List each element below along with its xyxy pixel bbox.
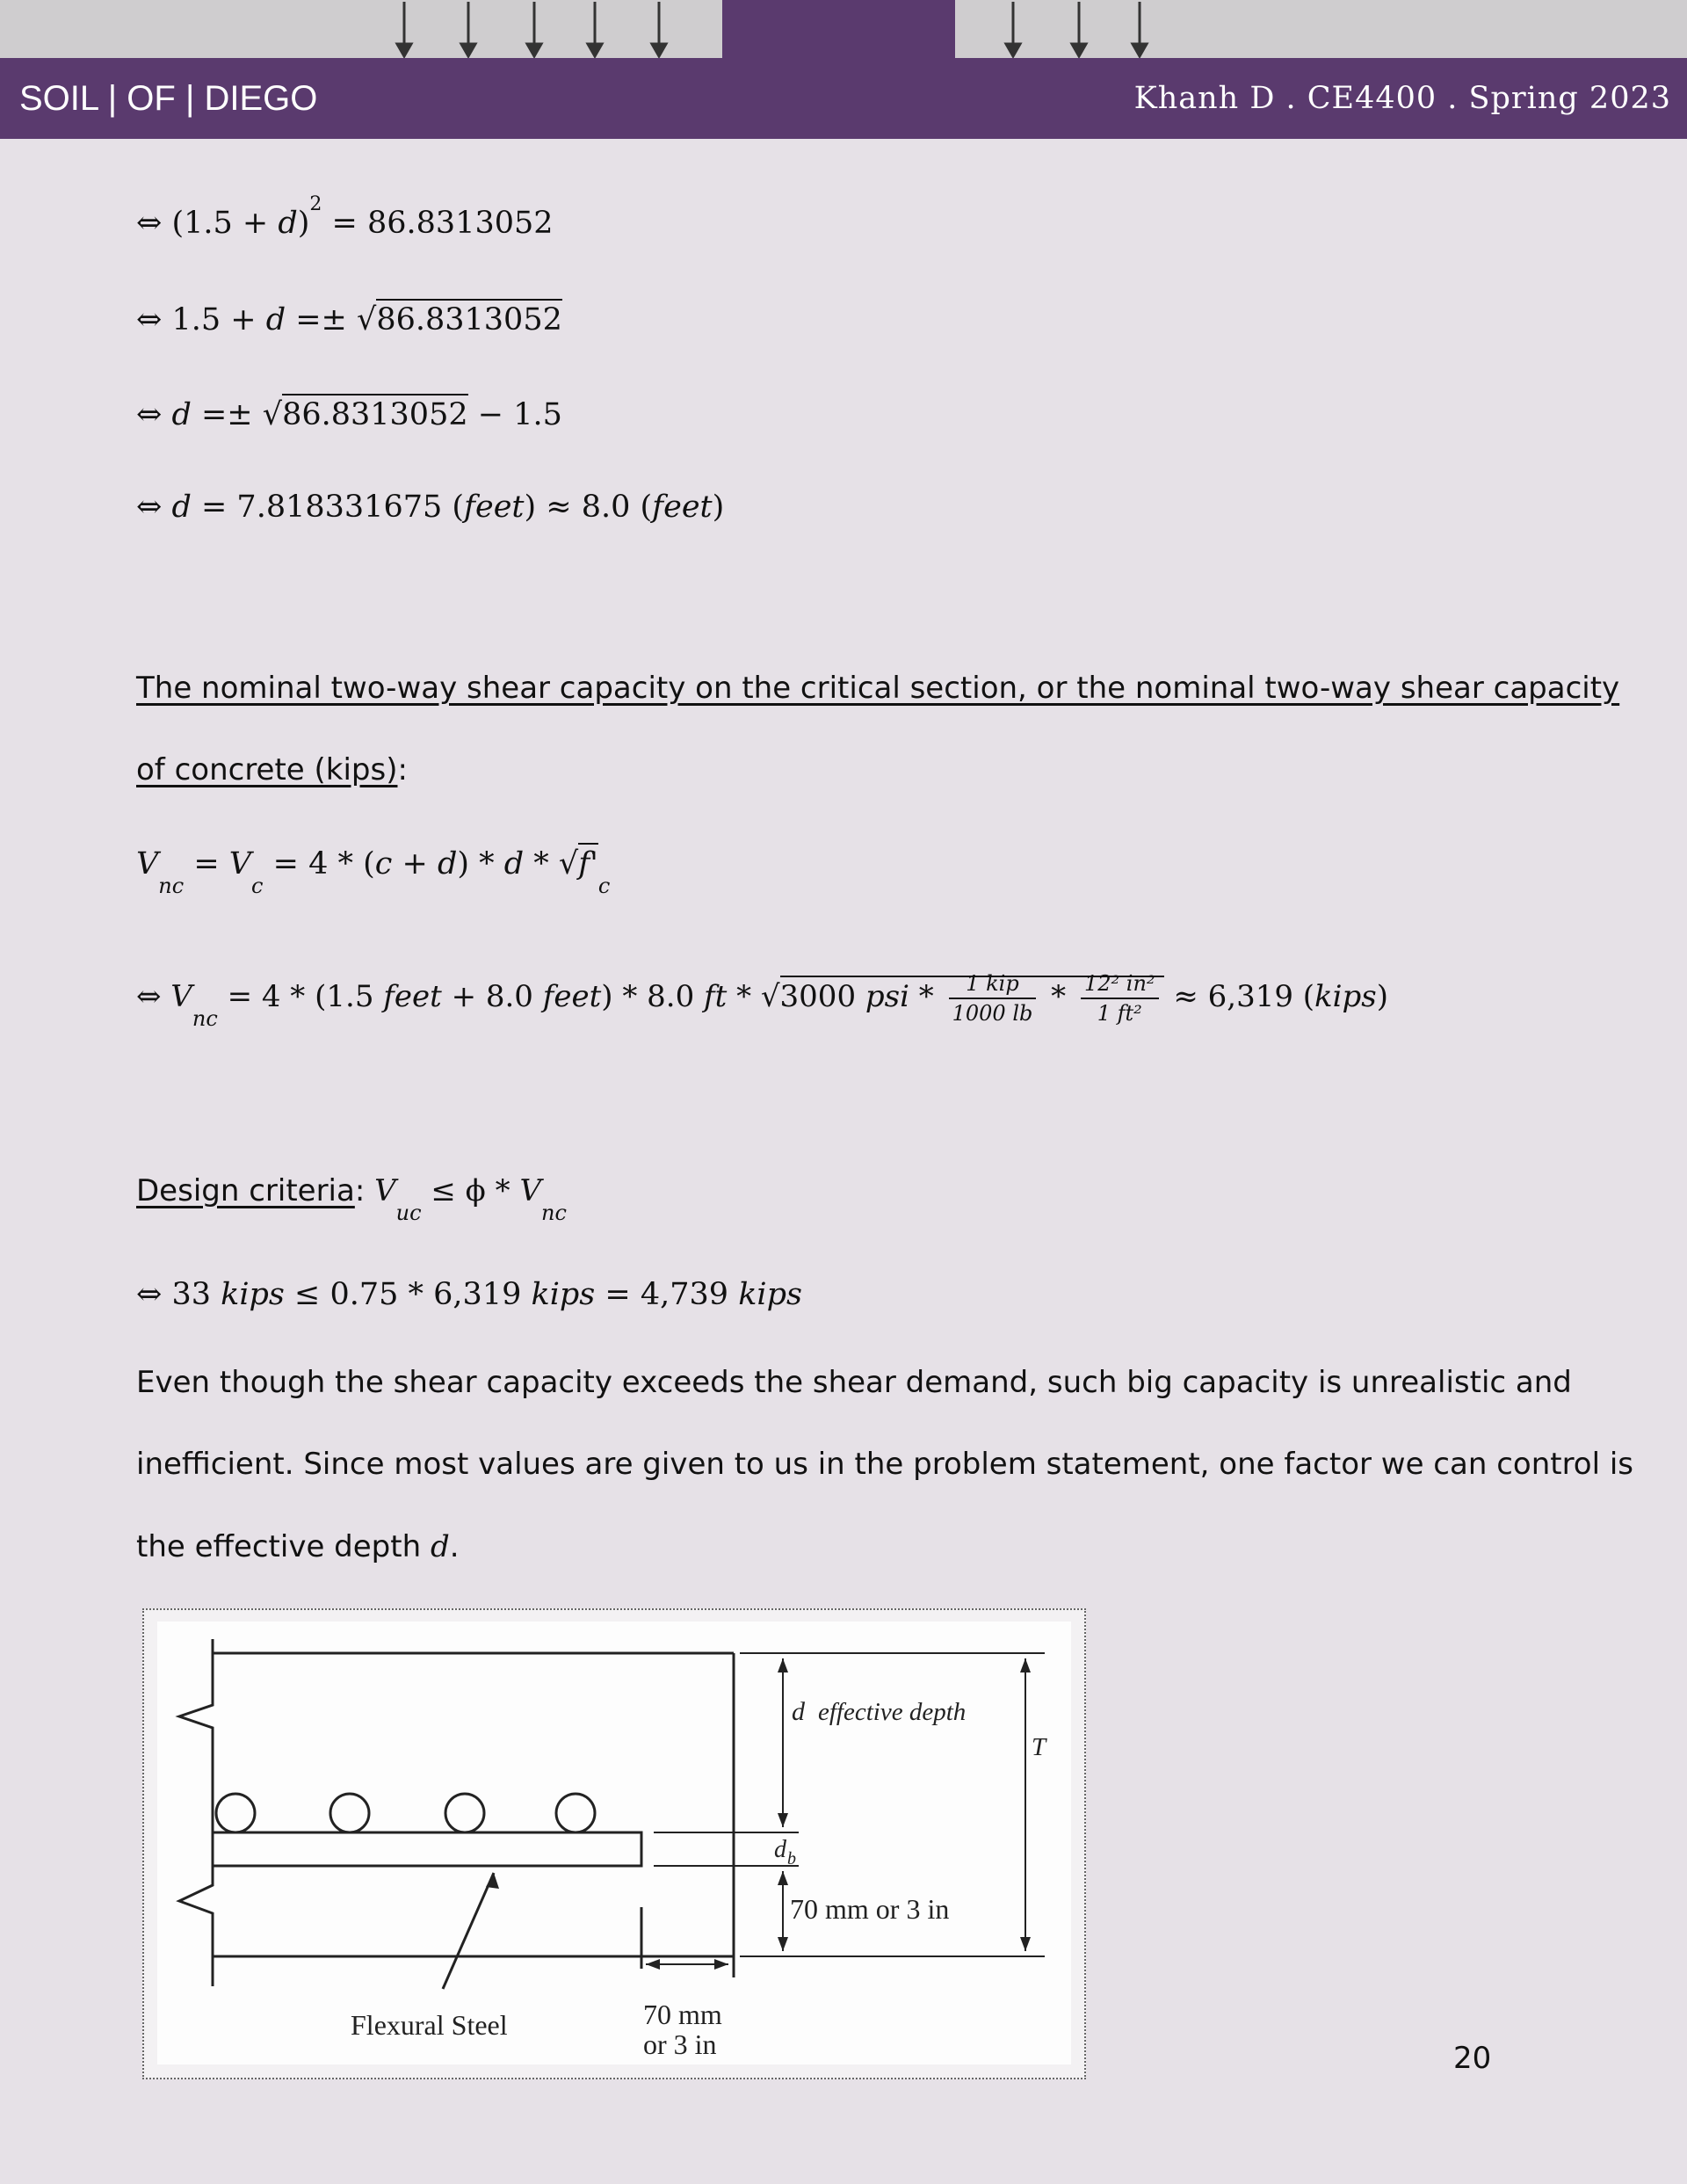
section-heading-line2: of concrete (kips):	[136, 752, 408, 787]
load-arrows-icon	[0, 0, 1687, 60]
label-d: d	[792, 1697, 805, 1726]
label-cover-side: 70 mm or 3 in	[790, 1893, 950, 1925]
equation-3: ⇔ d =± √86.8313052 − 1.5	[136, 397, 562, 432]
fraction-in-ft: $\frac{\text{12² in²}}{\text{1 ft²}}$	[1081, 971, 1159, 1026]
label-flexural-steel: Flexural Steel	[351, 2009, 508, 2041]
label-db-sub: b	[787, 1849, 796, 1868]
equation-1: ⇔ $(1.5 + d)^2 = 86.8313052$	[136, 193, 554, 241]
page-number: 20	[1453, 2041, 1492, 2076]
vnc-calculation: ⇔ $V_{nc} = 4 * (1.5$ feet + 8.0 feet) * 8.0 ft * √3000 psi * $\frac{\text{1 kip}}{1000 lb}$ * $\frac{\text{12² in²}}{\text{1 ft²}}$ ≈ 6,319 (kips)	[136, 971, 1389, 1031]
footing-section-diagram	[157, 1622, 1071, 2064]
criteria-calculation: ⇔ 33 kips ≤ 0.75 * 6,319 kips = 4,739 kips	[136, 1277, 802, 1312]
equation-4: ⇔ d = 7.818331675 (feet) ≈ 8.0 (feet)	[136, 490, 725, 525]
paragraph-line1: Even though the shear capacity exceeds the shear demand, such big capacity is unrealistic and	[136, 1365, 1572, 1400]
equation-2: ⇔ 1.5 + d =± √86.8313052	[136, 302, 562, 337]
design-criteria: Design criteria: $V_{uc} \le \phi * V_{nc}$	[136, 1173, 567, 1225]
section-heading-line1: The nominal two-way shear capacity on the critical section, or the nominal two-way shear capacity	[136, 671, 1620, 706]
label-cover-bottom-1: 70 mm	[643, 1999, 722, 2030]
label-cover-bottom-2: or 3 in	[643, 2028, 717, 2060]
label-T: T	[1032, 1733, 1046, 1761]
header-bar	[0, 58, 1687, 139]
footing-section-figure	[142, 1608, 1086, 2079]
label-effective-depth: effective depth	[818, 1698, 967, 1726]
paragraph-line2: inefficient. Since most values are given to us in the problem statement, one factor we can control is	[136, 1447, 1634, 1482]
brand-title: SOIL | OF | DIEGO	[19, 79, 318, 118]
author-course: Khanh D . CE4400 . Spring 2023	[1133, 81, 1671, 116]
vnc-formula: $V_{nc} = V_c = 4 * (c + d) * d * √f'_c$	[136, 846, 610, 882]
paragraph-line3: the effective depth d.	[136, 1529, 460, 1564]
label-db: d	[774, 1836, 786, 1863]
fraction-kip-lb: $\frac{\text{1 kip}}{1000 lb}$	[949, 971, 1037, 1026]
